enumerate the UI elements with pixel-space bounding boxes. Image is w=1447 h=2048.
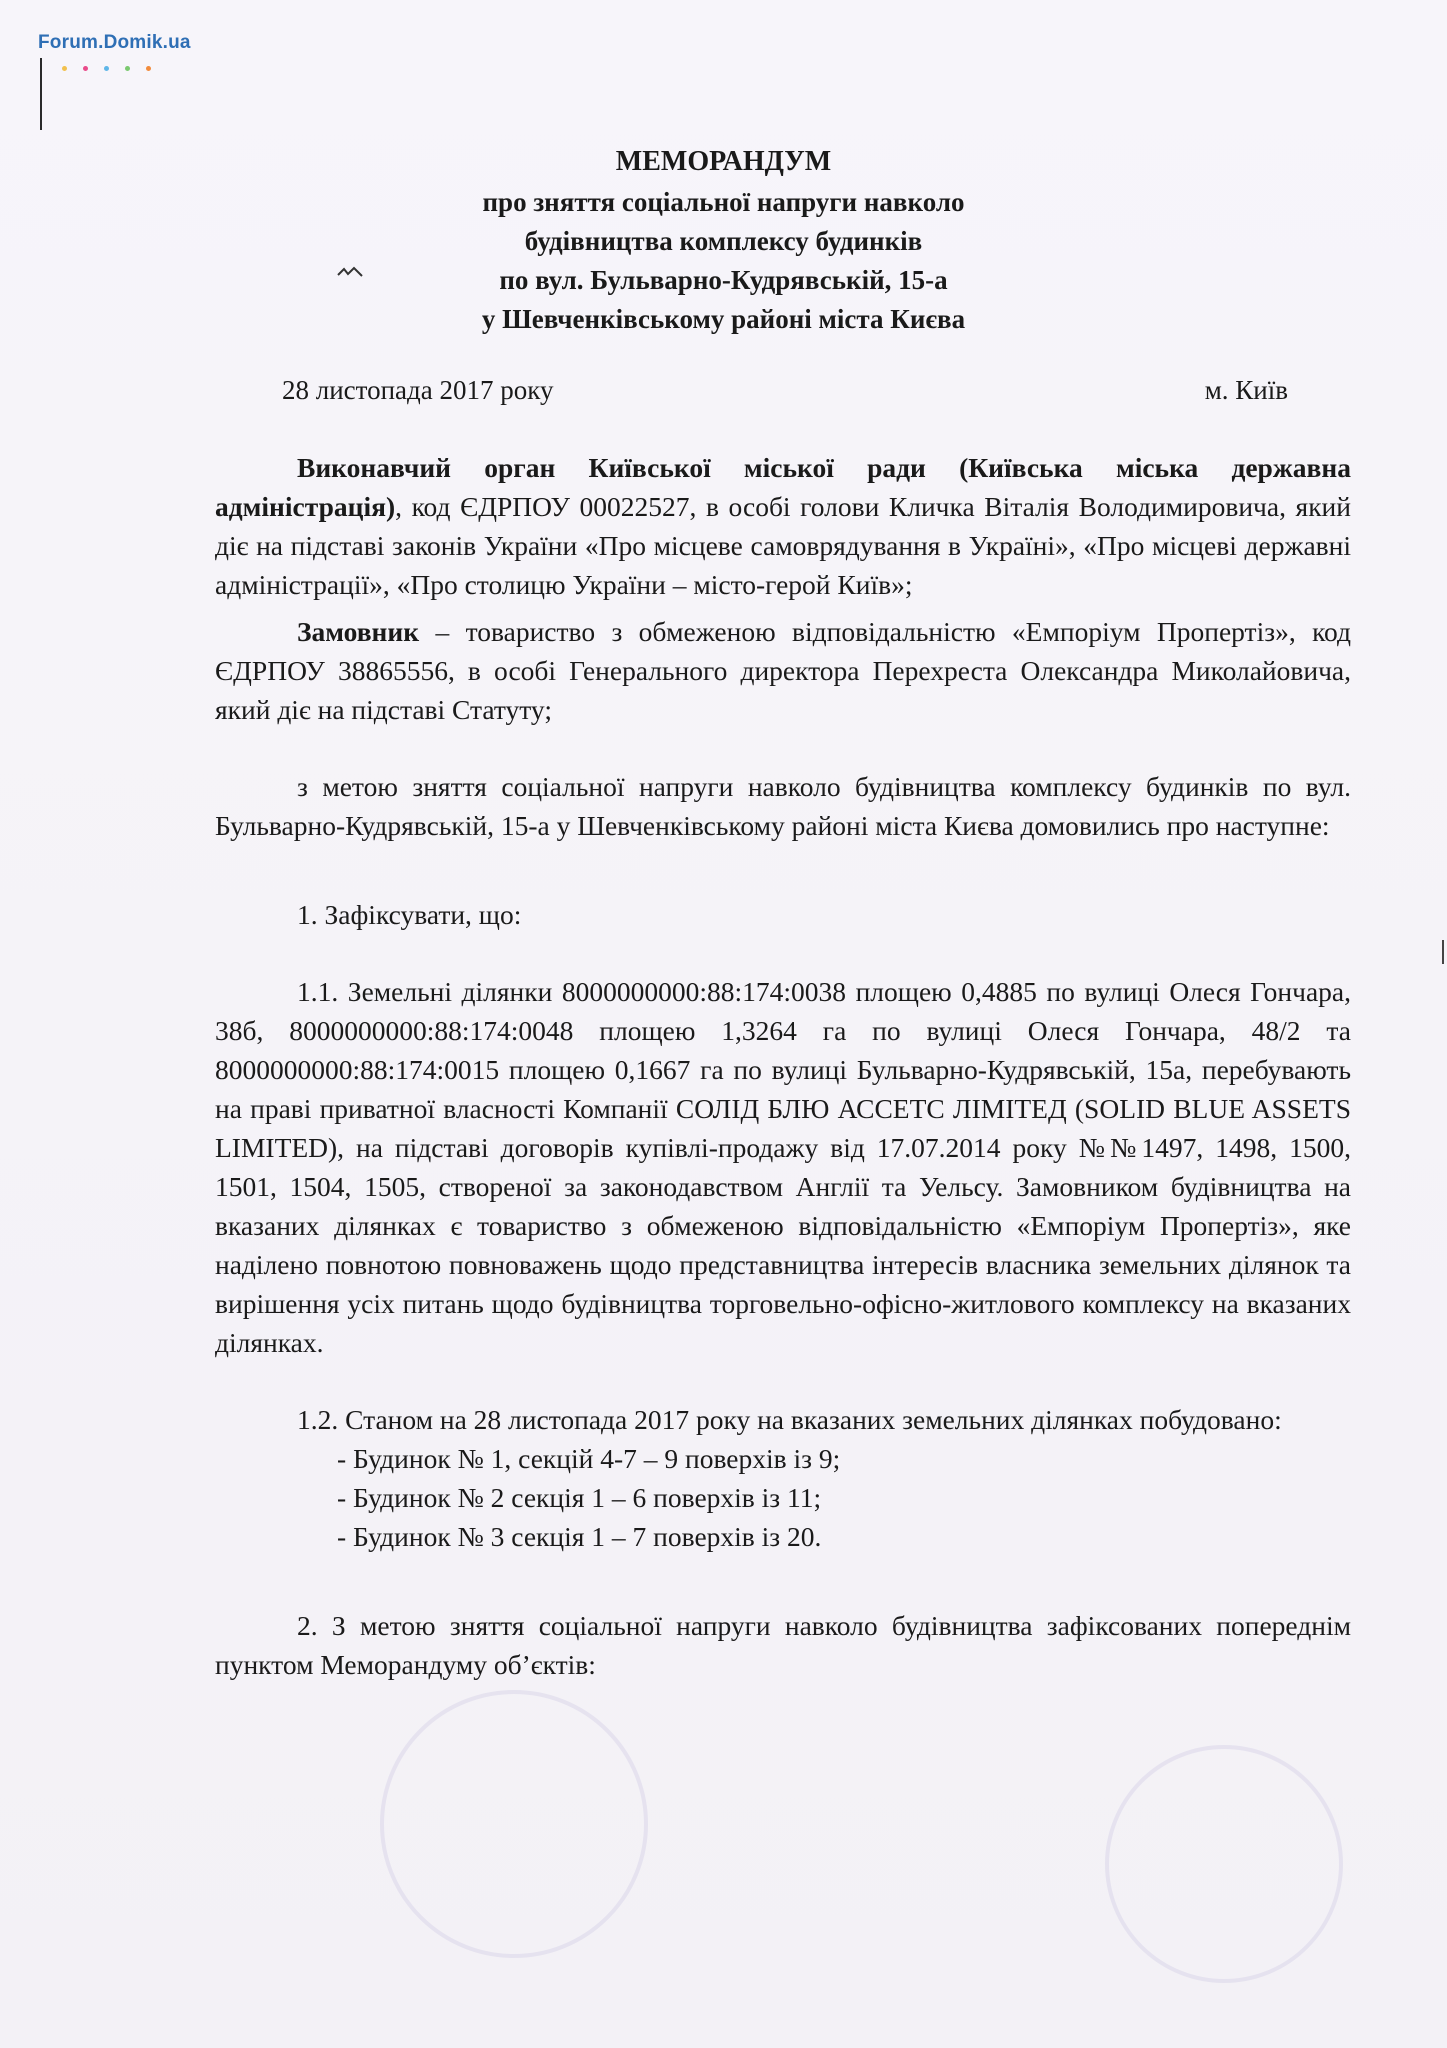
watermark-dots bbox=[62, 58, 172, 66]
watermark-dot bbox=[83, 66, 88, 71]
document-body bbox=[215, 448, 1351, 1684]
party-kyiv-administration bbox=[215, 448, 1351, 604]
party-details: , код ЄДРПОУ 00022527, в особі голови Кличка Віталія Володимировича, який діє на підставі законів України «Про місцеве самоврядування в Україні», «Про місцеві державні адміністрації», «Про столицю України – місто-герой Київ»; bbox=[215, 491, 1351, 600]
title-memorandum: МЕМОРАНДУМ bbox=[615, 146, 832, 177]
watermark-logo: Forum.Domik.ua bbox=[38, 32, 191, 53]
document-date: 28 листопада 2017 року bbox=[282, 375, 554, 405]
list-item-building-2: - Будинок № 2 секція 1 – 6 поверхів із 11; bbox=[337, 1482, 822, 1513]
stamp-left-showthrough bbox=[380, 1690, 648, 1958]
watermark-dot bbox=[125, 66, 130, 71]
list-item-building-1: - Будинок № 1, секцій 4-7 – 9 поверхів із 9; bbox=[337, 1443, 841, 1474]
clause-1-2: 1.2. Станом на 28 листопада 2017 року на вказаних земельних ділянках побудовано: bbox=[297, 1404, 1282, 1435]
party-name: Замовник bbox=[297, 616, 420, 647]
title-line: будівництва комплексу будинків bbox=[524, 226, 923, 256]
title-line: про зняття соціальної напруги навколо bbox=[482, 187, 965, 217]
date-place-line bbox=[282, 375, 1288, 406]
title-line: по вул. Бульварно-Кудрявській, 15-а bbox=[499, 265, 948, 295]
document-city: м. Київ bbox=[1204, 375, 1288, 405]
binding-mark bbox=[40, 58, 42, 130]
document-title bbox=[0, 142, 1447, 339]
title-line: у Шевченківському районі міста Києва bbox=[481, 304, 966, 334]
purpose-paragraph: з метою зняття соціальної напруги навколо будівництва комплексу будинків по вул. Бульварно-Кудрявській, 15-а у Шевченківському районі міста Києва домовились про наступне: bbox=[215, 771, 1351, 841]
stamp-right-showthrough bbox=[1105, 1745, 1343, 1983]
watermark-dot bbox=[146, 66, 151, 71]
clause-1-1: 1.1. Земельні ділянки 8000000000:88:174:0038 площею 0,4885 по вулиці Олеся Гончара, 38б, 8000000000:88:174:0048 площею 1,3264 га по вулиці Олеся Гончара, 48/2 та 8000000000:88:174:0015 площею 0,1667 га по вулиці Бульварно-Кудрявській, 15а, перебувають на праві приватної власності Компанії СОЛІД БЛЮ АССЕТС ЛІМІТЕД (SOLID BLUE ASSETS LIMITED), на підставі договорів купівлі-продажу від 17.07.2014 року №№1497, 1498, 1500, 1501, 1504, 1505, створеної за законодавством Англії та Уельсу. Замовником будівництва на вказаних ділянках є товариство з обмеженою відповідальністю «Емпоріум Пропертіз», яке наділено повнотою повноважень щодо представництва інтересів власника земельних ділянок та вирішення усіх питань щодо будівництва торговельно-офісно-житлового комплексу на вказаних ділянках. bbox=[215, 976, 1351, 1358]
edge-mark bbox=[1442, 940, 1444, 964]
section-2-paragraph: 2. З метою зняття соціальної напруги навколо будівництва зафіксованих попереднім пунктом Меморандуму об’єктів: bbox=[215, 1610, 1351, 1680]
section-1-heading: 1. Зафіксувати, що: bbox=[297, 899, 522, 930]
party-details: – товариство з обмеженою відповідальністю «Емпоріум Пропертіз», код ЄДРПОУ 38865556, в особі Генерального директора Перехреста Олександра Миколайовича, який діє на підставі Статуту; bbox=[215, 616, 1351, 725]
watermark-dot bbox=[104, 66, 109, 71]
party-customer bbox=[215, 612, 1351, 729]
watermark-dot bbox=[62, 66, 67, 71]
party-name: Виконавчий орган Київської міської ради (Київська міська державна адміністрація) bbox=[215, 452, 1351, 522]
list-item-building-3: - Будинок № 3 секція 1 – 7 поверхів із 20. bbox=[337, 1521, 822, 1552]
